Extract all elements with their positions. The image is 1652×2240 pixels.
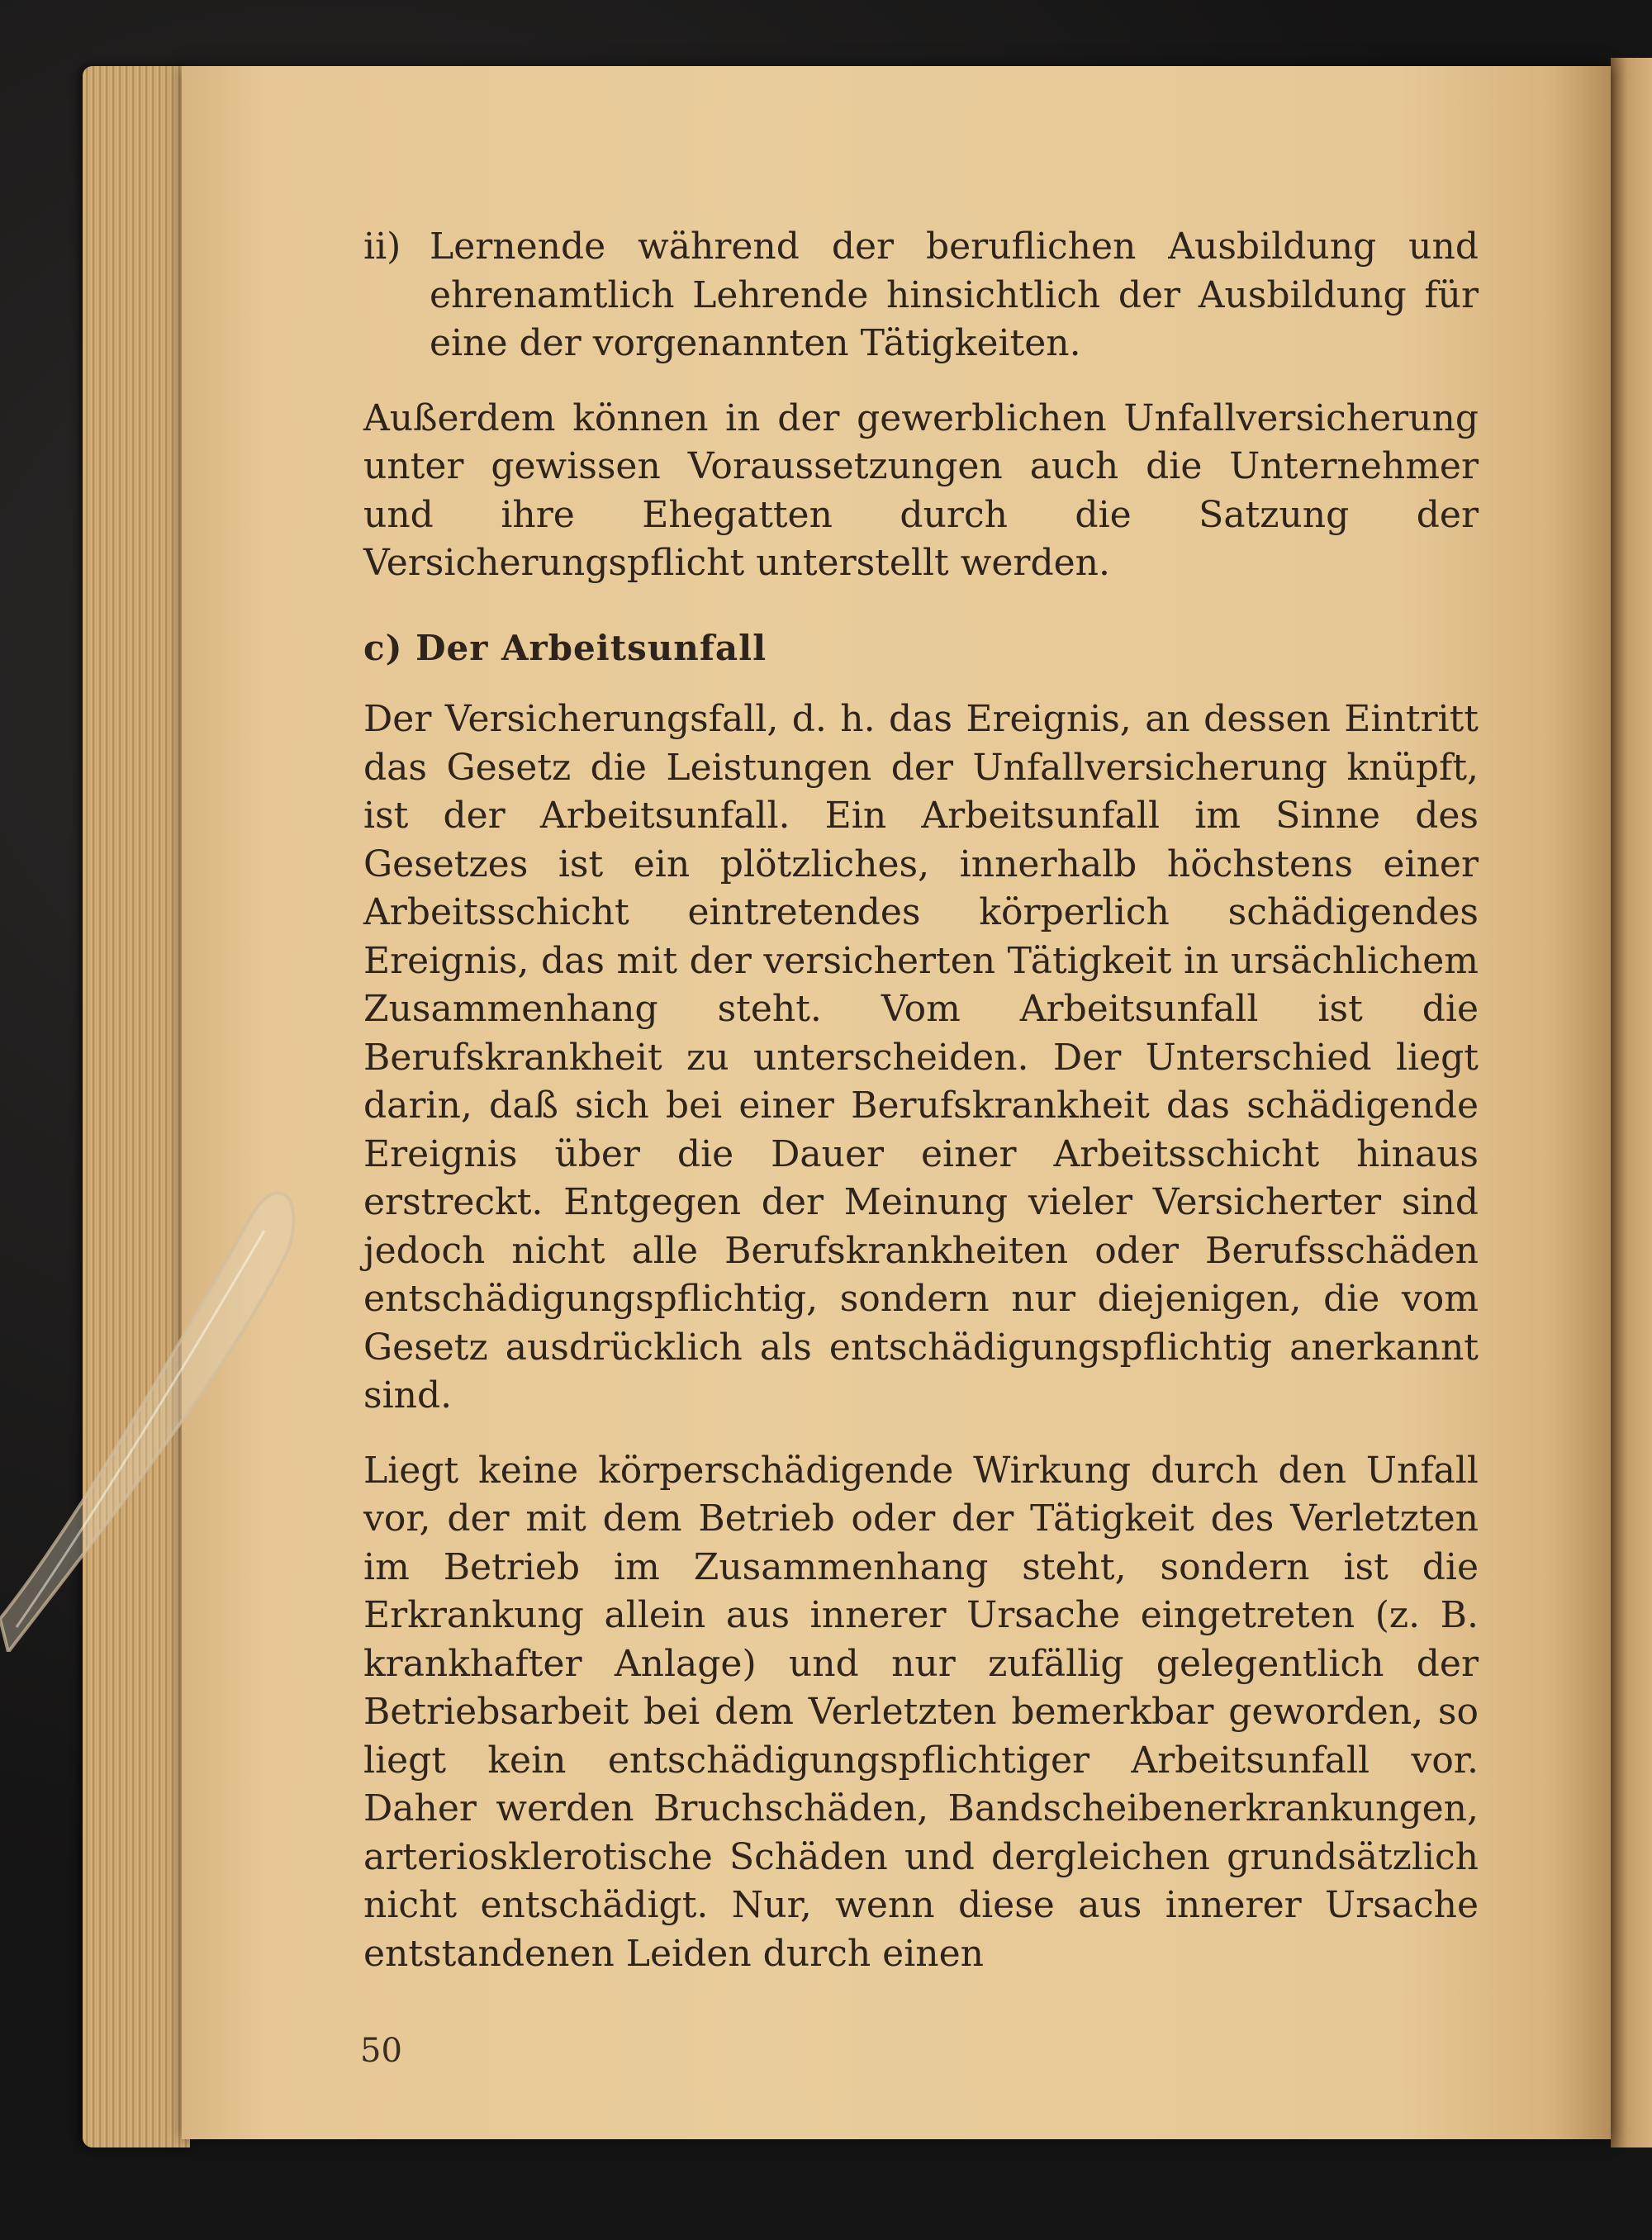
list-item-text: Lernende während der beruflichen Ausbildung und ehrenamtlich Lehrende hinsichtlich der Ausbildung für eine der vorgenannten Tätigkeiten. (430, 225, 1479, 364)
paragraph-koerperschaedigung: Liegt keine körperschädigende Wirkung durch den Unfall vor, der mit dem Betrieb oder der Tätigkeit des Verletzten im Betrieb im Zusammenhang steht, sondern ist die Erkrankung allein aus innerer Ursache eingetreten (z. B. krankhafter Anlage) und nur zufällig gelegentlich der Betriebsarbeit bei dem Verletzten bemerkbar geworden, so liegt kein entschädigungspflichtiger Arbeitsunfall vor. Daher werden Bruchschäden, Bandscheibenerkrankungen, arteriosklerotische Schäden und dergleichen grundsätzlich nicht entschädigt. Nur, wenn diese aus innerer Ursache entstandenen Leiden durch einen (363, 1449, 1479, 1975)
paragraph-versicherungsfall: Der Versicherungsfall, d. h. das Ereignis, an dessen Eintritt das Gesetz die Leistungen der Unfallversicherung knüpft, ist der Arbeitsunfall. Ein Arbeitsunfall im Sinne des Gesetzes ist ein plötzliches, innerhalb höchstens einer Arbeitsschicht eintretendes körperlich schädigendes Ereignis, das mit der versicherten Tätigkeit in ursächlichem Zusammenhang steht. Vom Arbeitsunfall ist die Berufskrankheit zu unterscheiden. Der Unterschied liegt darin, daß sich bei einer Berufskrankheit das schädigende Ereignis über die Dauer einer Arbeitsschicht hinaus erstreckt. Entgegen der Meinung vieler Versicherter sind jedoch nicht alle Berufskrankheiten oder Berufsschäden entschädigungspflichtig, sondern nur diejenigen, die vom Gesetz ausdrücklich als entschädigungspflichtig anerkannt sind. (363, 698, 1479, 1417)
section-heading: c) Der Arbeitsunfall (363, 627, 767, 668)
page-block-edges (83, 66, 190, 2147)
page-text (363, 223, 1479, 2005)
facing-page-edge (1611, 58, 1652, 2147)
page-number: 50 (360, 2032, 402, 2070)
list-item-ii (363, 223, 1479, 368)
paragraph-unternehmer: Außerdem können in der gewerblichen Unfallversicherung unter gewissen Voraussetzungen auch die Unternehmer und ihre Ehegatten durch die Satzung der Versicherungspflicht unterstellt werden. (363, 396, 1479, 584)
list-item-number: ii) (363, 225, 401, 268)
